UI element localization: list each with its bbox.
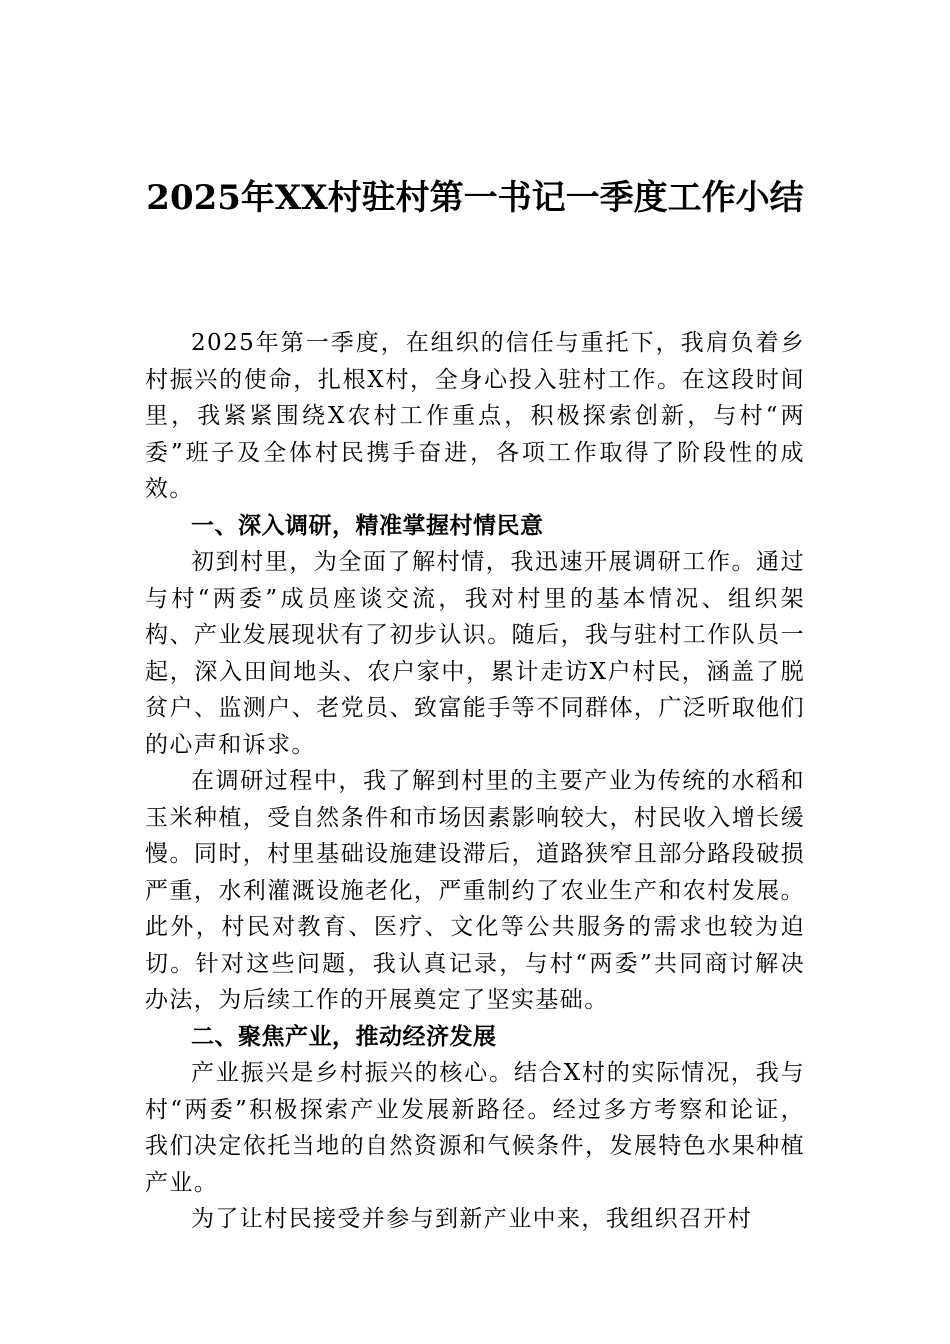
section-heading-2: 二、聚焦产业，推动经济发展: [191, 1023, 497, 1050]
document-body: [145, 325, 805, 1238]
section-heading-1: 一、深入调研，精准掌握村情民意: [191, 512, 544, 539]
paragraph-industry-2: 为了让村民接受并参与到新产业中来，我组织召开村: [191, 1206, 753, 1232]
paragraph-research-2: 在调研过程中，我了解到村里的主要产业为传统的水稻和玉米种植，受自然条件和市场因素影响较大，村民收入增长缓慢。同时，村里基础设施建设滞后，道路狭窄且部分路段破损严重，水利灌溉设施老化，严重制约了农业生产和农村发展。此外，村民对教育、医疗、文化等公共服务的需求也较为迫切。针对这些问题，我认真记录，与村“两委”共同商讨解决办法，为后续工作的开展奠定了坚实基础。: [145, 768, 805, 1013]
document-title: 2025年XX村驻村第一书记一季度工作小结: [146, 178, 804, 218]
paragraph-intro: 2025年第一季度，在组织的信任与重托下，我肩负着乡村振兴的使命，扎根X村，全身心投入驻村工作。在这段时间里，我紧紧围绕X农村工作重点，积极探索创新，与村“两委”班子及全体村民携手奋进，各项工作取得了阶段性的成效。: [145, 330, 805, 502]
paragraph-research-1: 初到村里，为全面了解村情，我迅速开展调研工作。通过与村“两委”成员座谈交流，我对村里的基本情况、组织架构、产业发展现状有了初步认识。随后，我与驻村工作队员一起，深入田间地头、农户家中，累计走访X户村民，涵盖了脱贫户、监测户、老党员、致富能手等不同群体，广泛听取他们的心声和诉求。: [145, 549, 805, 758]
paragraph-industry-1: 产业振兴是乡村振兴的核心。结合X村的实际情况，我与村“两委”积极探索产业发展新路径。经过多方考察和论证，我们决定依托当地的自然资源和气候条件，发展特色水果种植产业。: [145, 1060, 805, 1196]
